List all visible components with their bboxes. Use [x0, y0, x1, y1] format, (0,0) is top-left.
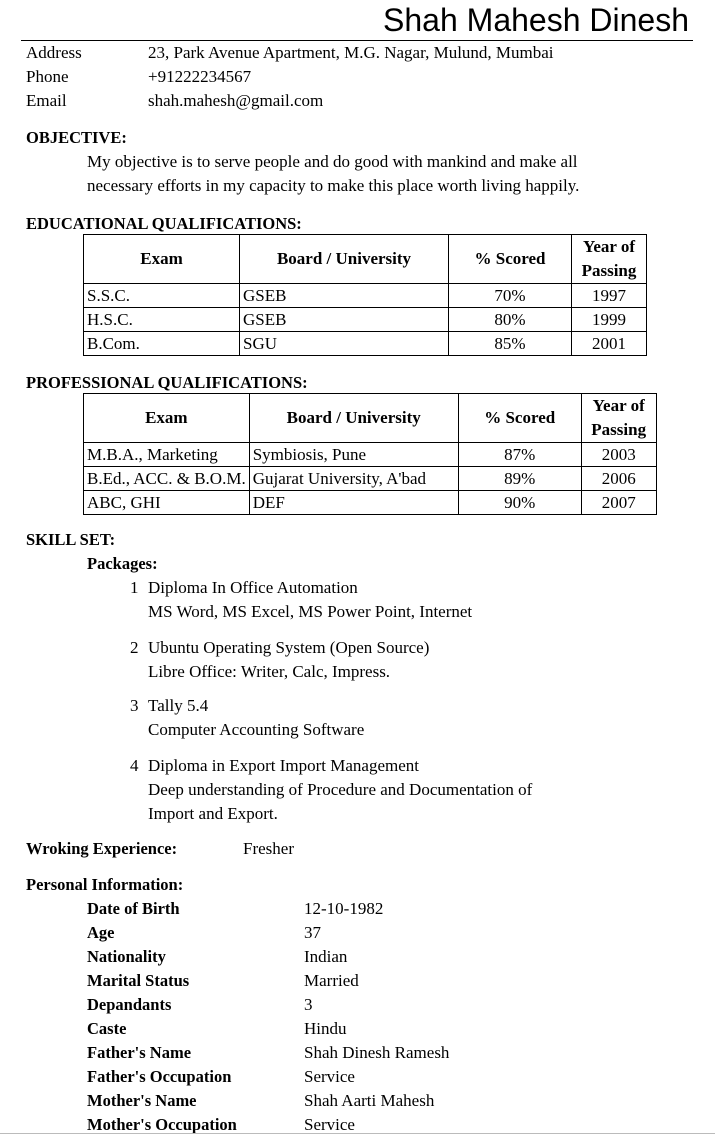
- resume-name: Shah Mahesh Dinesh: [383, 2, 689, 38]
- list-item-detail: Import and Export.: [148, 804, 278, 823]
- personal-value-dob: 12-10-1982: [304, 899, 384, 918]
- table-row: [84, 491, 657, 515]
- contact-value-address: 23, Park Avenue Apartment, M.G. Nagar, Mulund, Mumbai: [148, 43, 554, 62]
- cell-year: 1999: [572, 308, 647, 332]
- year-of-label: Year of: [582, 237, 636, 256]
- column-header-scored: % Scored: [458, 394, 581, 443]
- personal-label-dob: Date of Birth: [87, 899, 180, 918]
- cell-board: Gujarat University, A'bad: [249, 467, 458, 491]
- table-header-row: [84, 394, 657, 443]
- cell-board: DEF: [249, 491, 458, 515]
- list-item-title: Diploma in Export Import Management: [148, 756, 419, 775]
- list-item-detail: Deep understanding of Procedure and Documentation of: [148, 780, 533, 799]
- objective-heading: OBJECTIVE:: [26, 128, 127, 147]
- list-item-title: Diploma In Office Automation: [148, 578, 358, 597]
- list-item-number: 1: [130, 578, 139, 597]
- personal-value-mothers-occupation: Service: [304, 1115, 355, 1134]
- column-header-board: Board / University: [240, 235, 449, 284]
- table-row: [84, 332, 647, 356]
- contact-value-email: shah.mahesh@gmail.com: [148, 91, 324, 110]
- personal-label-nationality: Nationality: [87, 947, 166, 966]
- objective-line-1: My objective is to serve people and do good with mankind and make all: [87, 152, 578, 171]
- personal-label-age: Age: [87, 923, 115, 942]
- experience-value: Fresher: [243, 839, 294, 858]
- cell-exam: M.B.A., Marketing: [84, 443, 250, 467]
- list-item-number: 3: [130, 696, 139, 715]
- personal-label-fathers-occupation: Father's Occupation: [87, 1067, 232, 1086]
- objective-line-2: necessary efforts in my capacity to make this place worth living happily.: [87, 176, 580, 195]
- column-header-exam: Exam: [84, 235, 240, 284]
- passing-label: Passing: [591, 420, 647, 439]
- list-item-detail: Libre Office: Writer, Calc, Impress.: [148, 662, 391, 681]
- cell-exam: B.Ed., ACC. & B.O.M.: [84, 467, 250, 491]
- personal-label-marital-status: Marital Status: [87, 971, 190, 990]
- personal-label-mothers-occupation: Mother's Occupation: [87, 1115, 237, 1134]
- personal-value-caste: Hindu: [304, 1019, 347, 1038]
- personal-label-dependants: Depandants: [87, 995, 172, 1014]
- page-bottom-rule: [0, 1133, 715, 1134]
- professional-heading: PROFESSIONAL QUALIFICATIONS:: [26, 373, 308, 392]
- cell-year: 2003: [581, 443, 656, 467]
- table-header-row: [84, 235, 647, 284]
- cell-scored: 90%: [458, 491, 581, 515]
- experience-label: Wroking Experience:: [26, 839, 178, 858]
- personal-heading: Personal Information:: [26, 875, 184, 894]
- contact-value-phone: +91222234567: [148, 67, 252, 86]
- list-item-title: Ubuntu Operating System (Open Source): [148, 638, 430, 657]
- cell-scored: 80%: [449, 308, 572, 332]
- list-item-number: 2: [130, 638, 139, 657]
- year-of-label: Year of: [592, 396, 645, 415]
- list-item-detail: Computer Accounting Software: [148, 720, 365, 739]
- personal-value-fathers-name: Shah Dinesh Ramesh: [304, 1043, 450, 1062]
- cell-year: 2006: [581, 467, 656, 491]
- column-header-scored: % Scored: [449, 235, 572, 284]
- personal-value-age: 37: [304, 923, 321, 942]
- cell-scored: 70%: [449, 284, 572, 308]
- column-header-year: [581, 394, 656, 443]
- personal-value-fathers-occupation: Service: [304, 1067, 355, 1086]
- personal-value-marital-status: Married: [304, 971, 359, 990]
- cell-year: 1997: [572, 284, 647, 308]
- skills-heading: SKILL SET:: [26, 530, 116, 549]
- table-row: [84, 467, 657, 491]
- column-header-board: Board / University: [249, 394, 458, 443]
- personal-label-caste: Caste: [87, 1019, 127, 1038]
- personal-label-fathers-name: Father's Name: [87, 1043, 192, 1062]
- list-item-detail: MS Word, MS Excel, MS Power Point, Internet: [148, 602, 473, 621]
- cell-board: Symbiosis, Pune: [249, 443, 458, 467]
- table-row: [84, 308, 647, 332]
- cell-exam: H.S.C.: [84, 308, 240, 332]
- personal-label-mothers-name: Mother's Name: [87, 1091, 197, 1110]
- contact-label-address: Address: [26, 43, 82, 62]
- objective-text: [87, 150, 687, 198]
- list-item-number: 4: [130, 756, 139, 775]
- skills-subheading: Packages:: [87, 554, 158, 573]
- educational-table: [83, 234, 647, 356]
- cell-board: SGU: [240, 332, 449, 356]
- cell-exam: ABC, GHI: [84, 491, 250, 515]
- personal-value-mothers-name: Shah Aarti Mahesh: [304, 1091, 435, 1110]
- cell-scored: 89%: [458, 467, 581, 491]
- cell-year: 2007: [581, 491, 656, 515]
- cell-board: GSEB: [240, 284, 449, 308]
- table-row: [84, 284, 647, 308]
- passing-label: Passing: [581, 261, 637, 280]
- table-row: [84, 443, 657, 467]
- cell-exam: S.S.C.: [84, 284, 240, 308]
- educational-heading: EDUCATIONAL QUALIFICATIONS:: [26, 214, 302, 233]
- column-header-exam: Exam: [84, 394, 250, 443]
- cell-scored: 87%: [458, 443, 581, 467]
- personal-value-nationality: Indian: [304, 947, 348, 966]
- column-header-year: [572, 235, 647, 284]
- contact-label-phone: Phone: [26, 67, 69, 86]
- cell-year: 2001: [572, 332, 647, 356]
- cell-board: GSEB: [240, 308, 449, 332]
- personal-value-dependants: 3: [304, 995, 313, 1014]
- cell-exam: B.Com.: [84, 332, 240, 356]
- list-item-title: Tally 5.4: [148, 696, 209, 715]
- cell-scored: 85%: [449, 332, 572, 356]
- contact-label-email: Email: [26, 91, 67, 110]
- professional-table: [83, 393, 657, 515]
